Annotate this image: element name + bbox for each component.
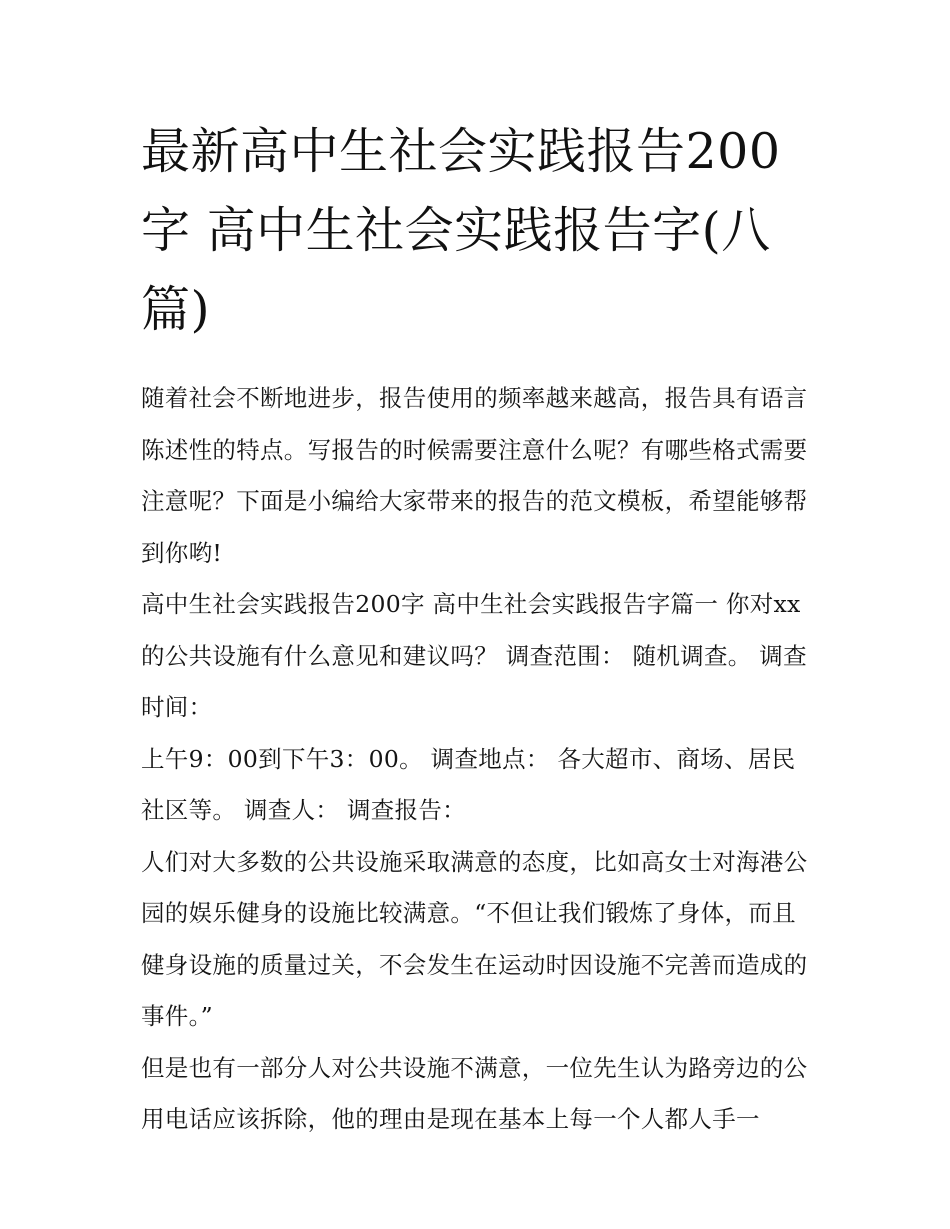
document-title: 最新高中生社会实践报告200字 高中生社会实践报告字(八篇) [141,123,781,338]
paragraph-survey-intro: 高中生社会实践报告200字 高中生社会实践报告字篇一 你对xx的公共设施有什么意见和建议吗？ 调查范围： 随机调查。 调查时间： [141,590,807,721]
paragraph-survey-time-place: 上午9：00到下午3：00。 调查地点： 各大超市、商场、居民社区等。 调查人： 调查报告： [141,744,796,824]
document-content [141,112,813,1146]
paragraph-intro: 随着社会不断地进步，报告使用的频率越来越高，报告具有语言陈述性的特点。写报告的时候需要注意什么呢？有哪些格式需要注意呢？下面是小编给大家带来的报告的范文模板，希望能够帮到你哟! [141,384,808,567]
paragraph-satisfied-opinion: 人们对大多数的公共设施采取满意的态度，比如高女士对海港公园的娱乐健身的设施比较满意。“不但让我们锻炼了身体，而且健身设施的质量过关，不会发生在运动时因设施不完善而造成的事件。” [141,847,808,1030]
document-body [141,373,813,1146]
paragraph-dissatisfied-opinion: 但是也有一部分人对公共设施不满意，一位先生认为路旁边的公用电话应该拆除，他的理由是现在基本上每一个人都人手一 [141,1053,808,1133]
